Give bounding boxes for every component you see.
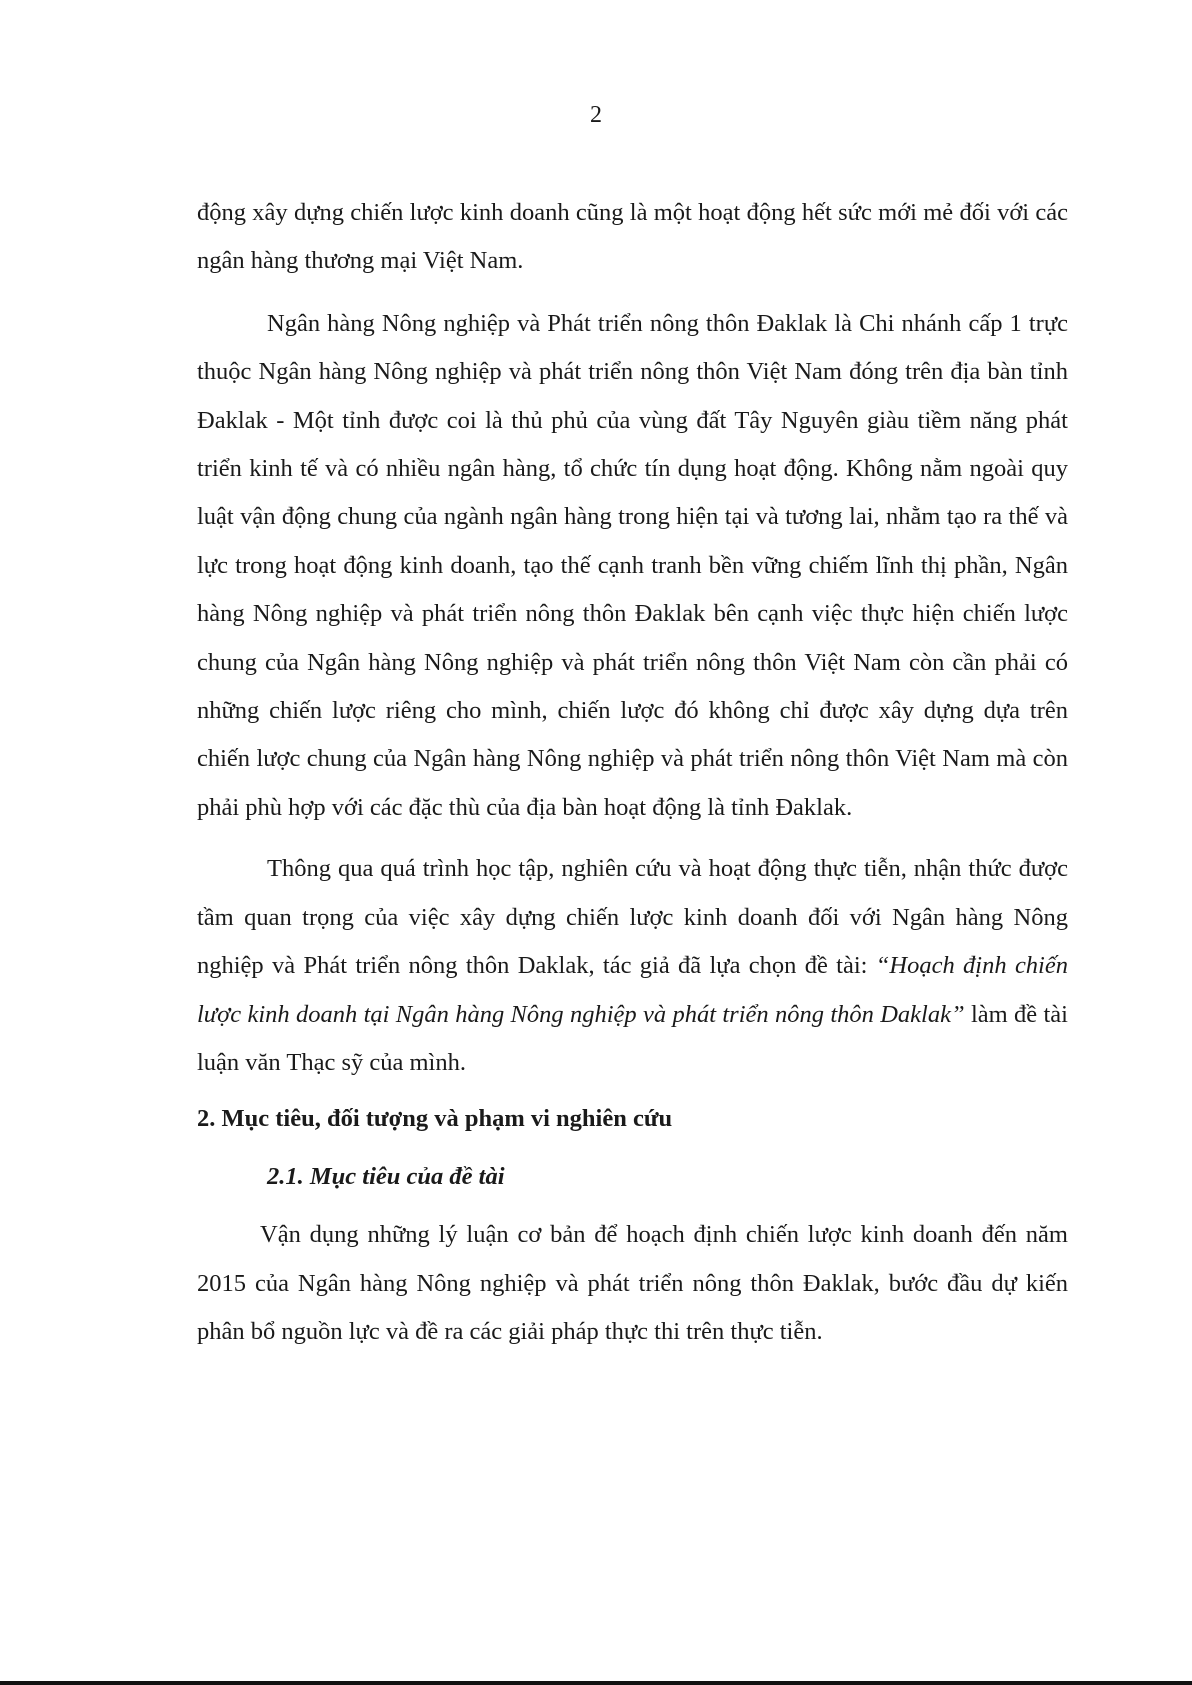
bottom-border [0,1681,1192,1685]
paragraph-topic-selection [197,845,1068,1087]
paragraph-objective: Vận dụng những lý luận cơ bản để hoạch định chiến lược kinh doanh đến năm 2015 của Ngân hàng Nông nghiệp và phát triển nông thôn Đaklak, bước đầu dự kiến phân bổ nguồn lực và đề ra các giải pháp thực thi trên thực tiễn. [197,1221,1068,1345]
section-heading: 2. Mục tiêu, đối tượng và phạm vi nghiên cứu [197,1105,673,1133]
paragraph-topic-lead: Thông qua quá trình học tập, nghiên cứu và hoạt động thực tiễn, nhận thức được tầm quan trọng của việc xây dựng chiến lược kinh doanh đối với Ngân hàng Nông nghiệp và Phát triển nông thôn Daklak, tác giả đã lựa chọn đề tài: [197,855,1068,980]
paragraph-topic-tail: làm đề tài luận văn Thạc sỹ của mình. [197,1000,1068,1076]
thesis-title: “Hoạch định chiến lược kinh doanh tại Ngân hàng Nông nghiệp và phát triển nông thôn Daklak” [197,952,1068,1028]
paragraph-bank-description: Ngân hàng Nông nghiệp và Phát triển nông thôn Đaklak là Chi nhánh cấp 1 trực thuộc Ngân hàng Nông nghiệp và phát triển nông thôn Việt Nam đóng trên địa bàn tỉnh Đaklak - Một tỉnh được coi là thủ phủ của vùng đất Tây Nguyên giàu tiềm năng phát triển kinh tế và có nhiều ngân hàng, tổ chức tín dụng hoạt động. Không nằm ngoài quy luật vận động chung của ngành ngân hàng trong hiện tại và tương lai, nhằm tạo ra thế và lực trong hoạt động kinh doanh, tạo thế cạnh tranh bền vững chiếm lĩnh thị phần, Ngân hàng Nông nghiệp và phát triển nông thôn Đaklak bên cạnh việc thực hiện chiến lược chung của Ngân hàng Nông nghiệp và phát triển nông thôn Việt Nam còn cần phải có những chiến lược riêng cho mình, chiến lược đó không chỉ được xây dựng dựa trên chiến lược chung của Ngân hàng Nông nghiệp và phát triển nông thôn Việt Nam mà còn phải phù hợp với các đặc thù của địa bàn hoạt động là tỉnh Đaklak. [197,309,1068,821]
page-number: 2 [590,102,602,128]
subsection-heading: 2.1. Mục tiêu của đề tài [267,1162,505,1190]
paragraph-continuation: động xây dựng chiến lược kinh doanh cũng là một hoạt động hết sức mới mẻ đối với các ngân hàng thương mại Việt Nam. [197,199,1068,275]
document-body [197,189,1068,1356]
